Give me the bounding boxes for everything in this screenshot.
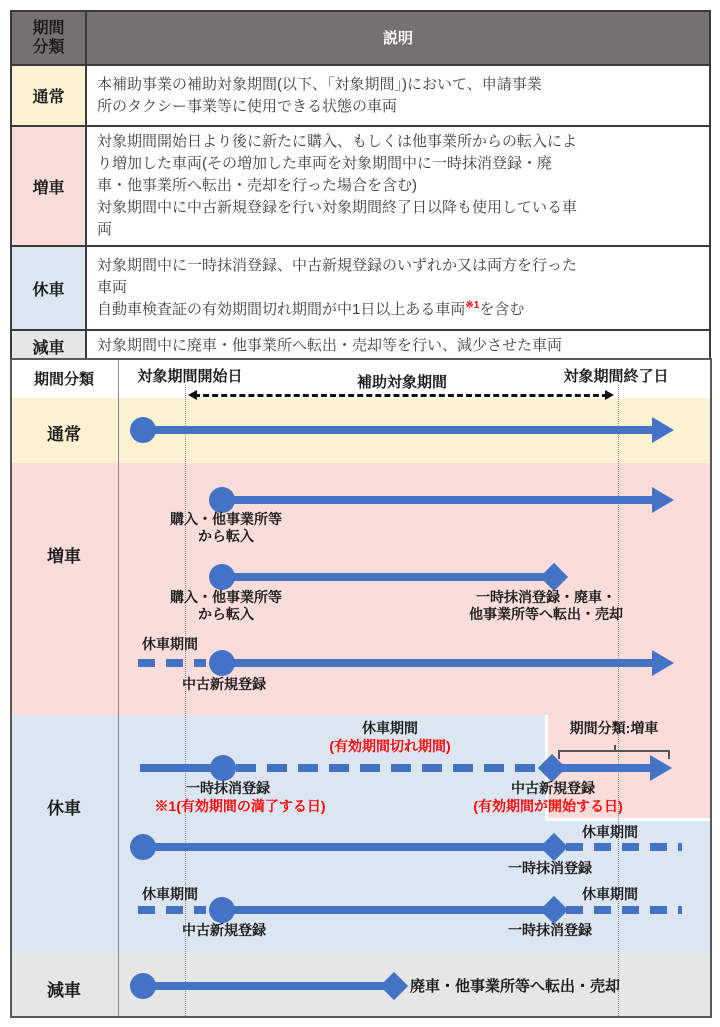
expired-period-label: (有効期間切れ期間): [329, 738, 451, 754]
row-label-suspension: 休車: [11, 246, 86, 330]
temp-deregistration-label: 一時抹消登録: [508, 922, 592, 938]
timeline-bar: [222, 906, 544, 914]
desc-line: 車・他事業所へ転出・売却を行った場合を含む): [97, 177, 417, 194]
timeline-dashed-bar: [138, 906, 206, 914]
table-header-row: [11, 11, 710, 65]
header-category-line2: 分類: [32, 39, 65, 56]
diagram-row-label-normal: 通常: [47, 425, 81, 444]
classification-table: [10, 10, 711, 363]
arrowhead-icon: [652, 487, 674, 513]
desc-text: 自動車検査証の有効期間切れ期間が中1日以上ある車両: [97, 301, 466, 318]
desc-line: 所のタクシー事業等に使用できる状態の車両: [97, 97, 398, 115]
desc-line: 対象期間中に一時抹消登録、中古新規登録のいずれか又は両方を行った: [97, 257, 578, 274]
arrowhead-icon: [652, 650, 674, 676]
timeline-dashed-bar: [236, 764, 538, 772]
suspension-period-label: 休車期間: [362, 720, 418, 736]
desc-line: り増加した車両(その増加した車両を対象期間中に一時抹消登録・廃: [97, 155, 552, 172]
desc-line: 本補助事業の補助対象期間(以下、「対象期間」)において、申請事業: [97, 75, 542, 93]
row-label-normal: 通常: [11, 65, 86, 126]
valid-start-label: (有効期間が開始する日): [473, 798, 623, 814]
suspension-period-label: 休車期間: [582, 824, 638, 840]
timeline-diagram: [10, 358, 712, 1018]
suspension-period-label: 休車期間: [142, 636, 198, 652]
purchase-transfer-label: [170, 511, 282, 545]
desc-line: 対象期間中に廃車・他事業所へ転出・売却等を行い、減少させた車両: [97, 337, 563, 354]
timeline-bar: [143, 426, 652, 434]
used-registration-label: 中古新規登録: [511, 780, 595, 796]
table-row-increase: [11, 126, 710, 246]
timeline-dashed-bar: [566, 843, 682, 851]
desc-line: 両: [97, 221, 113, 238]
timeline-bar: [222, 573, 544, 581]
event-dot-icon: [210, 755, 236, 781]
temp-deregistration-label: 一時抹消登録: [186, 780, 270, 796]
diagram-row-label-increase: 増車: [47, 547, 81, 566]
used-registration-label: 中古新規登録: [182, 922, 266, 938]
label-line: から転入: [198, 606, 254, 622]
header-category-line1: 期間: [32, 20, 65, 37]
start-dot-icon: [209, 897, 235, 923]
subsidy-period-arrow: [194, 394, 608, 397]
timeline-bar: [562, 764, 650, 772]
diagram-row-label-decrease: 減車: [47, 981, 81, 1000]
label-line: 他事業所等へ転出・売却: [469, 606, 623, 622]
description-normal: [86, 65, 710, 126]
diagram-row-label-suspension: 休車: [47, 799, 81, 818]
timeline-bar: [222, 496, 652, 504]
note1-superscript: ※1: [465, 300, 480, 311]
timeline-dashed-bar: [566, 906, 682, 914]
desc-line-with-note: [97, 299, 699, 321]
deregister-scrap-label: [469, 589, 623, 623]
start-dot-icon: [209, 487, 235, 513]
desc-line: 対象期間中に中古新規登録を行い対象期間終了日以降も使用している車: [97, 199, 578, 216]
start-date-label: 対象期間開始日: [137, 368, 243, 385]
timeline-dashed-bar: [138, 659, 206, 667]
label-line: 購入・他事業所等: [170, 511, 282, 527]
diagram-column-header: 期間分類: [33, 371, 95, 388]
increase-span-bracket: [558, 750, 670, 760]
header-cell-category: [11, 11, 86, 65]
timeline-bar: [143, 843, 544, 851]
row-label-decrease: 減車: [11, 330, 86, 362]
desc-line: 対象期間開始日より後に新たに購入、もしくは他事業所からの転入によ: [97, 133, 578, 150]
end-date-label: 対象期間終了日: [563, 368, 669, 385]
description-increase: [86, 126, 710, 246]
label-line: 購入・他事業所等: [170, 589, 282, 605]
purchase-transfer-label: [170, 589, 282, 623]
timeline-bar: [143, 982, 388, 990]
start-dot-icon: [130, 834, 156, 860]
classification-increase-label: 期間分類:増車: [569, 720, 659, 736]
suspension-period-label: 休車期間: [582, 886, 638, 902]
label-line: から転入: [198, 528, 254, 544]
suspension-period-label: 休車期間: [142, 886, 198, 902]
start-dot-icon: [209, 564, 235, 590]
start-dot-icon: [130, 973, 156, 999]
start-dot-icon: [130, 417, 156, 443]
note1-expiry-label: ※1(有効期間の満了する日): [154, 798, 326, 814]
timeline-bar: [222, 659, 652, 667]
start-dot-icon: [209, 650, 235, 676]
table-row-normal: [11, 65, 710, 126]
label-line: 一時抹消登録・廃車・: [476, 589, 616, 605]
used-registration-label: 中古新規登録: [182, 676, 266, 692]
label-column-divider: [118, 358, 119, 1018]
scrap-transfer-label: 廃車・他事業所等へ転出・売却: [410, 978, 621, 995]
arrowhead-icon: [652, 417, 674, 443]
subsidy-period-label: 補助対象期間: [356, 374, 448, 391]
temp-deregistration-label: 一時抹消登録: [508, 860, 592, 876]
description-suspension: [86, 246, 710, 330]
desc-text: を含む: [479, 301, 525, 318]
end-date-gridline: [618, 385, 619, 1016]
row-label-increase: 増車: [11, 126, 86, 246]
header-cell-description: 説明: [86, 11, 710, 65]
table-row-suspension: [11, 246, 710, 330]
bracket-tick: [614, 745, 616, 752]
desc-line: 車両: [97, 279, 128, 296]
